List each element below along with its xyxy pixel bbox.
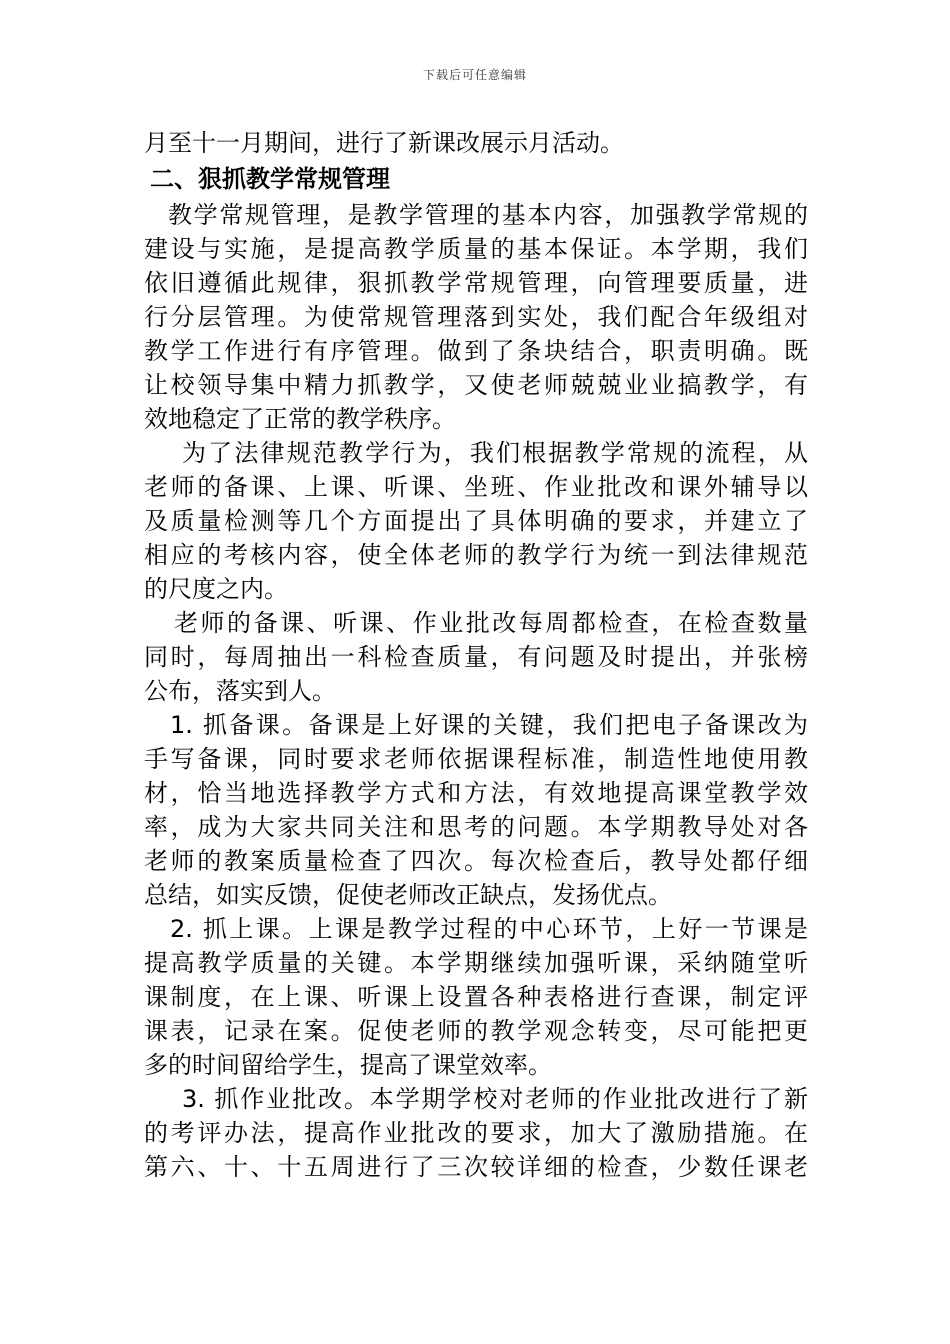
text-line: 及质量检测等几个方面提出了具体明确的要求，并建立了 xyxy=(144,507,808,535)
paragraph-weekly-check xyxy=(144,606,808,708)
text-line: 同时，每周抽出一科检查质量，有问题及时提出，并张榜 xyxy=(144,643,808,671)
text-line: 课制度，在上课、听课上设置各种表格进行查课，制定评 xyxy=(144,983,808,1011)
text-line: 相应的考核内容，使全体老师的教学行为统一到法律规范 xyxy=(144,541,808,569)
document-body xyxy=(144,126,808,1184)
text-line: 多的时间留给学生，提高了课堂效率。 xyxy=(144,1051,552,1079)
text-line: 老师的教案质量检查了四次。每次检查后，教导处都仔细 xyxy=(144,847,808,875)
paragraph-standards xyxy=(144,436,808,606)
text-line: 手写备课，同时要求老师依据课程标准，制造性地使用教 xyxy=(144,745,808,773)
text-line: 教学工作进行有序管理。做到了条块结合，职责明确。既 xyxy=(144,337,808,365)
text-line: 总结，如实反馈，促使老师改正缺点，发扬优点。 xyxy=(144,881,672,909)
text-line: 的尺度之内。 xyxy=(144,575,288,603)
paragraph-homework xyxy=(144,1082,808,1184)
text-line: 让校领导集中精力抓教学，又使老师兢兢业业搞教学，有 xyxy=(144,371,808,399)
text-line: 老师的备课、听课、作业批改每周都检查，在检查数量 xyxy=(174,609,808,637)
text-line: 依旧遵循此规律，狠抓教学常规管理，向管理要质量，进 xyxy=(144,269,808,297)
text-line: 材，恰当地选择教学方式和方法，有效地提高课堂教学效 xyxy=(144,779,808,807)
text-line: 行分层管理。为使常规管理落到实处，我们配合年级组对 xyxy=(144,303,808,331)
text-line: 老师的备课、上课、听课、坐班、作业批改和课外辅导以 xyxy=(144,473,808,501)
page-header-note: 下载后可任意编辑 xyxy=(422,68,527,82)
text-line: 建设与实施，是提高教学质量的基本保证。本学期，我们 xyxy=(144,235,808,263)
text-line: 3. 抓作业批改。本学期学校对老师的作业批改进行了新 xyxy=(182,1085,808,1113)
text-line: 公布，落实到人。 xyxy=(144,677,336,705)
text-line: 课表，记录在案。促使老师的教学观念转变，尽可能把更 xyxy=(144,1017,808,1045)
text-line: 的考评办法，提高作业批改的要求，加大了激励措施。在 xyxy=(144,1119,808,1147)
intro-line: 月至十一月期间，进行了新课改展示月活动。 xyxy=(144,129,624,157)
text-line: 效地稳定了正常的教学秩序。 xyxy=(144,405,456,433)
text-line: 教学常规管理，是教学管理的基本内容，加强教学常规的 xyxy=(168,201,808,229)
text-line: 1. 抓备课。备课是上好课的关键，我们把电子备课改为 xyxy=(170,711,808,739)
section-heading: 二、狠抓教学常规管理 xyxy=(150,165,390,193)
text-line: 率，成为大家共同关注和思考的问题。本学期教导处对各 xyxy=(144,813,808,841)
text-line: 提高教学质量的关键。本学期继续加强听课，采纳随堂听 xyxy=(144,949,808,977)
text-line: 2. 抓上课。上课是教学过程的中心环节，上好一节课是 xyxy=(170,915,808,943)
text-line: 第六、十、十五周进行了三次较详细的检查，少数任课老 xyxy=(144,1153,808,1181)
text-line: 为了法律规范教学行为，我们根据教学常规的流程，从 xyxy=(182,439,808,467)
paragraph-teaching xyxy=(144,912,808,1082)
paragraph-management xyxy=(144,198,808,436)
paragraph-lesson-prep xyxy=(144,708,808,912)
